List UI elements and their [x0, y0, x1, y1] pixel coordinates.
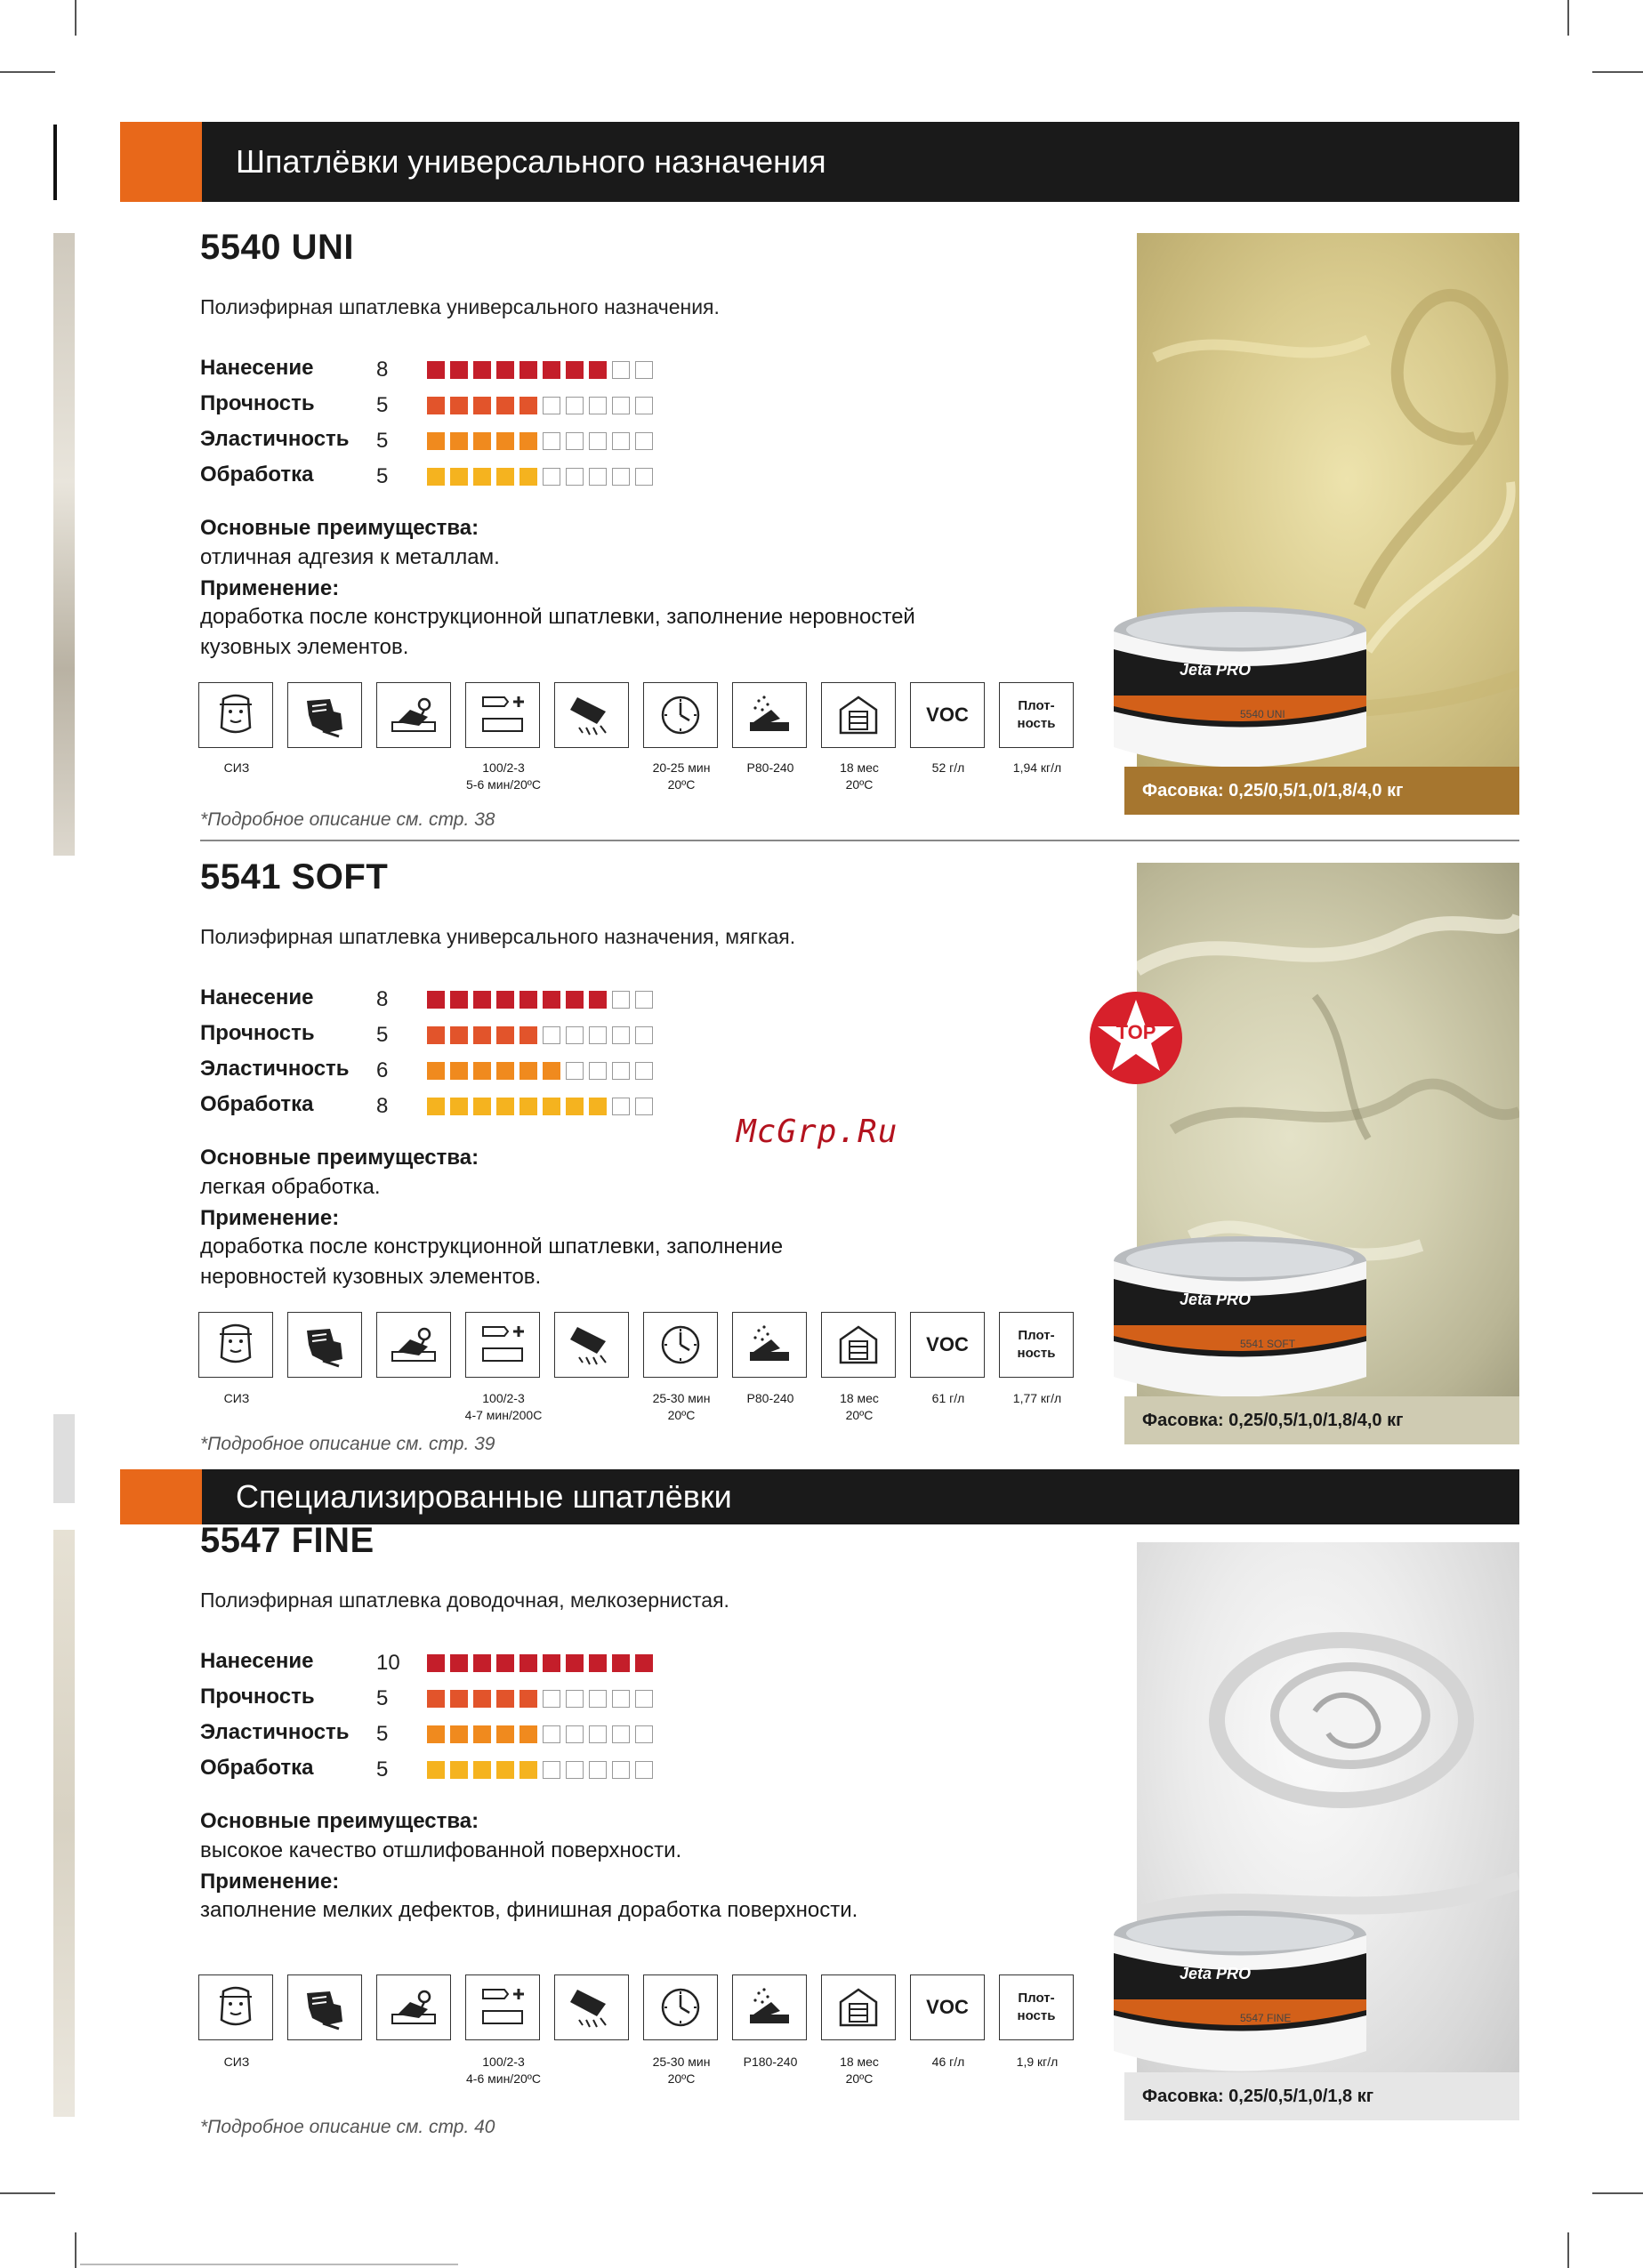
rating-value: 5 — [376, 1023, 389, 1047]
crop-mark — [0, 2192, 55, 2194]
rating-cell-filled — [543, 361, 560, 379]
rating-cell-filled — [427, 1725, 445, 1743]
rating-cell-filled — [473, 1098, 491, 1115]
page-reference-note: *Подробное описание см. стр. 40 — [200, 2117, 495, 2137]
rating-cell-filled — [427, 1062, 445, 1080]
rating-cell-filled — [450, 397, 468, 414]
rating-cell-empty — [543, 468, 560, 486]
rating-cell-filled — [543, 991, 560, 1009]
spec-caption-mix_1: 100/2-3 4-7 мин/200С — [464, 1391, 543, 1422]
rating-cell-empty — [612, 1062, 630, 1080]
rating-cell-filled — [496, 1761, 514, 1779]
rating-value: 5 — [376, 464, 389, 488]
spec-icons — [198, 1974, 1088, 2040]
rating-value: 8 — [376, 987, 389, 1011]
section-divider — [200, 840, 1519, 841]
rating-cell-empty — [543, 1725, 560, 1743]
crop-mark — [0, 71, 55, 73]
rating-cell-empty — [566, 1725, 584, 1743]
drying-time-clock-icon — [643, 682, 718, 748]
sanding-grit-icon — [732, 1974, 807, 2040]
rating-cell-filled — [519, 1026, 537, 1044]
rating-cell-filled — [473, 1026, 491, 1044]
rating-value: 5 — [376, 429, 389, 453]
sanding-block-icon — [554, 1974, 629, 2040]
advantages-text: отличная адгезия к металлам. — [200, 545, 500, 569]
spec-caption-grit: P80-240 — [746, 760, 794, 775]
rating-cell-filled — [496, 397, 514, 414]
rating-cell-empty — [566, 1690, 584, 1708]
voc-icon — [910, 1312, 985, 1378]
rating-label: Обработка — [200, 1756, 314, 1780]
page-reference-note: *Подробное описание см. стр. 39 — [200, 1434, 495, 1454]
mixing-ratio-icon — [465, 1974, 540, 2040]
rating-cell-empty — [566, 397, 584, 414]
rating-cell-filled — [589, 361, 607, 379]
gloves-icon — [287, 682, 362, 748]
rating-cell-filled — [496, 1026, 514, 1044]
sanding-grit-icon — [732, 1312, 807, 1378]
spec-caption-mix_1: 100/2-3 5-6 мин/20ºС — [466, 760, 541, 792]
rating-label: Прочность — [200, 1021, 315, 1045]
tin-brand: Jeta PRO — [1180, 1965, 1252, 1982]
rating-cell-empty — [612, 432, 630, 450]
rating-cell-empty — [612, 1761, 630, 1779]
rating-cell-filled — [450, 1062, 468, 1080]
rating-cell-filled — [427, 991, 445, 1009]
rating-cell-filled — [427, 1654, 445, 1672]
product-name: 5540 UNI — [200, 228, 354, 267]
spec-caption-density: 1,77 кг/л — [1012, 1391, 1062, 1405]
rating-cell-empty — [543, 432, 560, 450]
rating-cell-filled — [566, 1654, 584, 1672]
rating-cell-filled — [496, 1690, 514, 1708]
rating-cell-empty — [612, 1026, 630, 1044]
left-edge-strip — [53, 1530, 75, 2117]
rating-scale — [427, 397, 658, 414]
rating-cell-filled — [519, 1062, 537, 1080]
section-title: Специализированные шпатлёвки — [236, 1478, 732, 1515]
rating-row — [200, 356, 698, 388]
rating-scale — [427, 1098, 658, 1115]
rating-label: Эластичность — [200, 1720, 350, 1744]
rating-cell-empty — [589, 1026, 607, 1044]
rating-cell-filled — [473, 432, 491, 450]
sanding-block-icon — [554, 682, 629, 748]
spec-caption-ppe: СИЗ — [223, 2055, 250, 2069]
application-text: доработка после конструкционной шпатлевки, заполнение неровностей кузовных элементов. — [200, 605, 915, 659]
rating-cell-filled — [566, 1098, 584, 1115]
density-icon — [999, 682, 1074, 748]
rating-cell-empty — [589, 397, 607, 414]
spec-caption-grit: P80-240 — [746, 1391, 794, 1405]
advantages-text: высокое качество отшлифованной поверхности. — [200, 1838, 682, 1862]
rating-row — [200, 1021, 698, 1053]
rating-cell-empty — [543, 1761, 560, 1779]
application-heading: Применение: — [200, 1870, 340, 1894]
rating-scale — [427, 468, 658, 486]
rating-cell-filled — [519, 432, 537, 450]
rating-cell-filled — [427, 1098, 445, 1115]
spec-caption-time_1: 20-25 мин 20ºС — [652, 760, 711, 792]
spec-caption-voc: 52 г/л — [931, 760, 965, 775]
rating-cell-filled — [450, 468, 468, 486]
rating-cell-filled — [450, 1654, 468, 1672]
rating-cell-empty — [612, 361, 630, 379]
advantages-heading: Основные преимущества: — [200, 1809, 479, 1833]
application-text: доработка после конструкционной шпатлевки, заполнение неровностей кузовных элементов. — [200, 1235, 784, 1289]
rating-cell-filled — [427, 432, 445, 450]
rating-cell-empty — [612, 397, 630, 414]
tin-brand: Jeta PRO — [1180, 1291, 1252, 1308]
rating-scale — [427, 1654, 658, 1672]
rating-cell-filled — [473, 361, 491, 379]
spec-caption-ppe: СИЗ — [223, 1391, 250, 1405]
spec-caption-voc: 61 г/л — [931, 1391, 965, 1405]
rating-scale — [427, 991, 658, 1009]
rating-cell-empty — [566, 1761, 584, 1779]
rating-cell-filled — [450, 361, 468, 379]
rating-cell-filled — [519, 1725, 537, 1743]
spec-captions — [198, 760, 1088, 804]
rating-scale — [427, 1725, 658, 1743]
rating-value: 5 — [376, 1757, 389, 1781]
drying-time-clock-icon — [643, 1312, 718, 1378]
rating-value: 5 — [376, 1722, 389, 1746]
rating-cell-empty — [612, 1725, 630, 1743]
rating-cell-filled — [473, 991, 491, 1009]
rating-cell-empty — [589, 468, 607, 486]
rating-cell-filled — [496, 1062, 514, 1080]
spec-caption-density: 1,9 кг/л — [1016, 2055, 1059, 2069]
rating-cell-filled — [635, 1654, 653, 1672]
rating-cell-filled — [450, 1026, 468, 1044]
product-description: Полиэфирная шпатлевка универсального назначения, мягкая. — [200, 925, 796, 948]
drying-time-clock-icon — [643, 1974, 718, 2040]
rating-label: Обработка — [200, 1092, 314, 1116]
packaging-bar: Фасовка: 0,25/0,5/1,0/1,8/4,0 кг — [1124, 1396, 1519, 1444]
rating-value: 10 — [376, 1651, 400, 1675]
top-badge — [1087, 989, 1185, 1091]
rating-cell-filled — [519, 468, 537, 486]
spec-caption-ppe: СИЗ — [223, 760, 250, 775]
spec-icons — [198, 682, 1088, 748]
rating-cell-filled — [450, 1761, 468, 1779]
rating-label: Нанесение — [200, 1649, 314, 1673]
rating-cell-filled — [473, 1654, 491, 1672]
rating-label: Прочность — [200, 391, 315, 415]
rating-cell-filled — [496, 1098, 514, 1115]
section-header-universal — [120, 122, 1519, 202]
rating-scale — [427, 1062, 658, 1080]
rating-cell-filled — [519, 991, 537, 1009]
density-label: Плот- ность — [1017, 698, 1056, 731]
gloves-icon — [287, 1974, 362, 2040]
rating-label: Эластичность — [200, 427, 350, 451]
left-edge-strip — [53, 1414, 75, 1503]
tin-label: 5540 UNI — [1240, 708, 1285, 720]
tin-label: 5541 SOFT — [1240, 1338, 1296, 1350]
rating-cell-filled — [473, 397, 491, 414]
rating-cell-empty — [543, 1026, 560, 1044]
rating-cell-filled — [427, 1026, 445, 1044]
rating-cell-filled — [566, 361, 584, 379]
rating-cell-filled — [473, 1725, 491, 1743]
advantages-heading: Основные преимущества: — [200, 1146, 479, 1170]
rating-cell-filled — [496, 468, 514, 486]
rating-cell-empty — [589, 432, 607, 450]
packaging-bar: Фасовка: 0,25/0,5/1,0/1,8 кг — [1124, 2072, 1519, 2120]
rating-cell-filled — [496, 432, 514, 450]
rating-cell-filled — [473, 1690, 491, 1708]
rating-cell-empty — [612, 1690, 630, 1708]
rating-cell-filled — [450, 432, 468, 450]
spec-caption-time_1: 25-30 мин 20ºС — [652, 1391, 711, 1422]
rating-cell-filled — [589, 1098, 607, 1115]
product-description: Полиэфирная шпатлевка универсального назначения. — [200, 295, 720, 318]
rating-cell-empty — [589, 1690, 607, 1708]
spec-caption-shelf_1: 18 мес 20ºС — [840, 1391, 879, 1422]
spatula-apply-icon — [376, 1974, 451, 2040]
rating-scale — [427, 432, 658, 450]
rating-row — [200, 1720, 698, 1752]
rating-cell-empty — [635, 468, 653, 486]
rating-row — [200, 1092, 698, 1124]
rating-row — [200, 1649, 698, 1681]
rating-cell-empty — [566, 1026, 584, 1044]
spec-caption-time_1: 25-30 мин 20ºС — [652, 2055, 711, 2086]
crop-mark — [75, 0, 77, 36]
rating-value: 8 — [376, 1094, 389, 1118]
voc-label: VOC — [926, 1996, 969, 2018]
rating-value: 5 — [376, 1686, 389, 1710]
spatula-apply-icon — [376, 682, 451, 748]
rating-cell-empty — [635, 1761, 653, 1779]
rating-cell-empty — [635, 1062, 653, 1080]
rating-value: 5 — [376, 393, 389, 417]
density-icon — [999, 1974, 1074, 2040]
packaging-bar: Фасовка: 0,25/0,5/1,0/1,8/4,0 кг — [1124, 767, 1519, 815]
rating-row — [200, 1057, 698, 1089]
rating-cell-filled — [450, 1690, 468, 1708]
product-tin-fine — [1107, 1900, 1373, 2082]
voc-icon — [910, 1974, 985, 2040]
rating-cell-filled — [589, 1654, 607, 1672]
rating-cell-filled — [519, 1690, 537, 1708]
rating-cell-filled — [427, 397, 445, 414]
spec-caption-grit: P180-240 — [743, 2055, 798, 2069]
rating-scale — [427, 1026, 658, 1044]
voc-icon — [910, 682, 985, 748]
page-reference-note: *Подробное описание см. стр. 38 — [200, 809, 495, 830]
watermark: McGrp.Ru — [737, 1114, 898, 1150]
rating-cell-empty — [635, 1098, 653, 1115]
rating-cell-filled — [473, 1062, 491, 1080]
rating-cell-empty — [635, 361, 653, 379]
crop-mark — [1592, 2192, 1643, 2194]
rating-cell-filled — [450, 1725, 468, 1743]
rating-cell-empty — [635, 991, 653, 1009]
shelf-life-storage-icon — [821, 1312, 896, 1378]
advantages-text: легкая обработка. — [200, 1175, 381, 1199]
rating-cell-empty — [566, 432, 584, 450]
spec-captions — [198, 2054, 1088, 2098]
rating-cell-empty — [566, 1062, 584, 1080]
rating-cell-filled — [496, 1654, 514, 1672]
bottom-rule — [80, 2264, 458, 2265]
application-text: заполнение мелких дефектов, финишная доработка поверхности. — [200, 1898, 858, 1922]
left-edge-strip — [53, 233, 75, 856]
shelf-life-storage-icon — [821, 1974, 896, 2040]
rating-row — [200, 462, 698, 495]
density-icon — [999, 1312, 1074, 1378]
rating-cell-filled — [519, 1098, 537, 1115]
section-accent — [120, 122, 202, 202]
rating-label: Нанесение — [200, 356, 314, 380]
crop-mark — [75, 2232, 77, 2268]
face-shield-icon — [198, 1974, 273, 2040]
spec-caption-density: 1,94 кг/л — [1012, 760, 1062, 775]
rating-value: 8 — [376, 358, 389, 382]
rating-cell-empty — [589, 1761, 607, 1779]
rating-cell-empty — [543, 1690, 560, 1708]
rating-cell-empty — [612, 468, 630, 486]
product-name: 5541 SOFT — [200, 857, 389, 897]
rating-cell-filled — [519, 397, 537, 414]
rating-scale — [427, 1761, 658, 1779]
rating-row — [200, 1685, 698, 1717]
rating-cell-filled — [589, 991, 607, 1009]
product-name: 5547 FINE — [200, 1521, 375, 1560]
rating-cell-filled — [473, 468, 491, 486]
rating-cell-empty — [543, 397, 560, 414]
sanding-grit-icon — [732, 682, 807, 748]
voc-label: VOC — [926, 1333, 969, 1355]
rating-row — [200, 985, 698, 1017]
crop-mark — [1592, 71, 1643, 73]
rating-scale — [427, 1690, 658, 1708]
tin-label: 5547 FINE — [1240, 2012, 1292, 2024]
section-accent — [120, 1469, 202, 1524]
application-heading: Применение: — [200, 1206, 340, 1230]
tin-brand: Jeta PRO — [1180, 661, 1252, 679]
spec-caption-mix_1: 100/2-3 4-6 мин/20ºС — [466, 2055, 541, 2086]
rating-cell-filled — [519, 1654, 537, 1672]
rating-cell-filled — [496, 991, 514, 1009]
spec-caption-shelf_1: 18 мес 20ºС — [840, 2055, 879, 2086]
page-edge-mark — [53, 125, 57, 200]
rating-cell-filled — [612, 1654, 630, 1672]
rating-label: Эластичность — [200, 1057, 350, 1081]
rating-cell-empty — [635, 1690, 653, 1708]
section-header-special — [120, 1469, 1519, 1524]
spatula-apply-icon — [376, 1312, 451, 1378]
gloves-icon — [287, 1312, 362, 1378]
rating-cell-filled — [427, 468, 445, 486]
rating-row — [200, 391, 698, 423]
rating-cell-empty — [612, 991, 630, 1009]
spec-caption-voc: 46 г/л — [931, 2055, 965, 2069]
rating-value: 6 — [376, 1058, 389, 1082]
crop-mark — [1567, 2232, 1569, 2268]
spec-captions — [198, 1390, 1088, 1435]
mixing-ratio-icon — [465, 1312, 540, 1378]
rating-cell-empty — [635, 1725, 653, 1743]
face-shield-icon — [198, 682, 273, 748]
product-tin-uni — [1107, 596, 1373, 778]
top-badge-label: TOP — [1115, 1021, 1156, 1043]
rating-cell-empty — [612, 1098, 630, 1115]
application-heading: Применение: — [200, 576, 340, 600]
product-tin-soft — [1107, 1226, 1373, 1408]
spec-icons — [198, 1312, 1088, 1378]
rating-cell-empty — [635, 397, 653, 414]
rating-row — [200, 427, 698, 459]
crop-mark — [1567, 0, 1569, 36]
density-label: Плот- ность — [1017, 1328, 1056, 1361]
density-label: Плот- ность — [1017, 1991, 1056, 2023]
rating-cell-empty — [566, 468, 584, 486]
rating-label: Нанесение — [200, 985, 314, 1009]
rating-cell-filled — [566, 991, 584, 1009]
rating-cell-filled — [543, 1654, 560, 1672]
product-description: Полиэфирная шпатлевка доводочная, мелкозернистая. — [200, 1588, 729, 1612]
rating-label: Обработка — [200, 462, 314, 487]
rating-cell-filled — [543, 1062, 560, 1080]
rating-cell-filled — [427, 1690, 445, 1708]
rating-cell-empty — [635, 1026, 653, 1044]
rating-cell-empty — [635, 432, 653, 450]
rating-cell-filled — [450, 1098, 468, 1115]
rating-cell-filled — [496, 361, 514, 379]
advantages-heading: Основные преимущества: — [200, 516, 479, 540]
shelf-life-storage-icon — [821, 682, 896, 748]
rating-cell-filled — [473, 1761, 491, 1779]
rating-label: Прочность — [200, 1685, 315, 1709]
rating-cell-filled — [519, 1761, 537, 1779]
spec-caption-shelf_1: 18 мес 20ºС — [840, 760, 879, 792]
rating-scale — [427, 361, 658, 379]
rating-cell-filled — [427, 1761, 445, 1779]
rating-cell-filled — [543, 1098, 560, 1115]
face-shield-icon — [198, 1312, 273, 1378]
rating-cell-empty — [589, 1062, 607, 1080]
rating-cell-filled — [496, 1725, 514, 1743]
rating-cell-filled — [427, 361, 445, 379]
sanding-block-icon — [554, 1312, 629, 1378]
rating-cell-filled — [519, 361, 537, 379]
rating-cell-filled — [450, 991, 468, 1009]
section-title: Шпатлёвки универсального назначения — [236, 143, 826, 180]
voc-label: VOC — [926, 704, 969, 726]
mixing-ratio-icon — [465, 682, 540, 748]
rating-cell-empty — [589, 1725, 607, 1743]
rating-row — [200, 1756, 698, 1788]
